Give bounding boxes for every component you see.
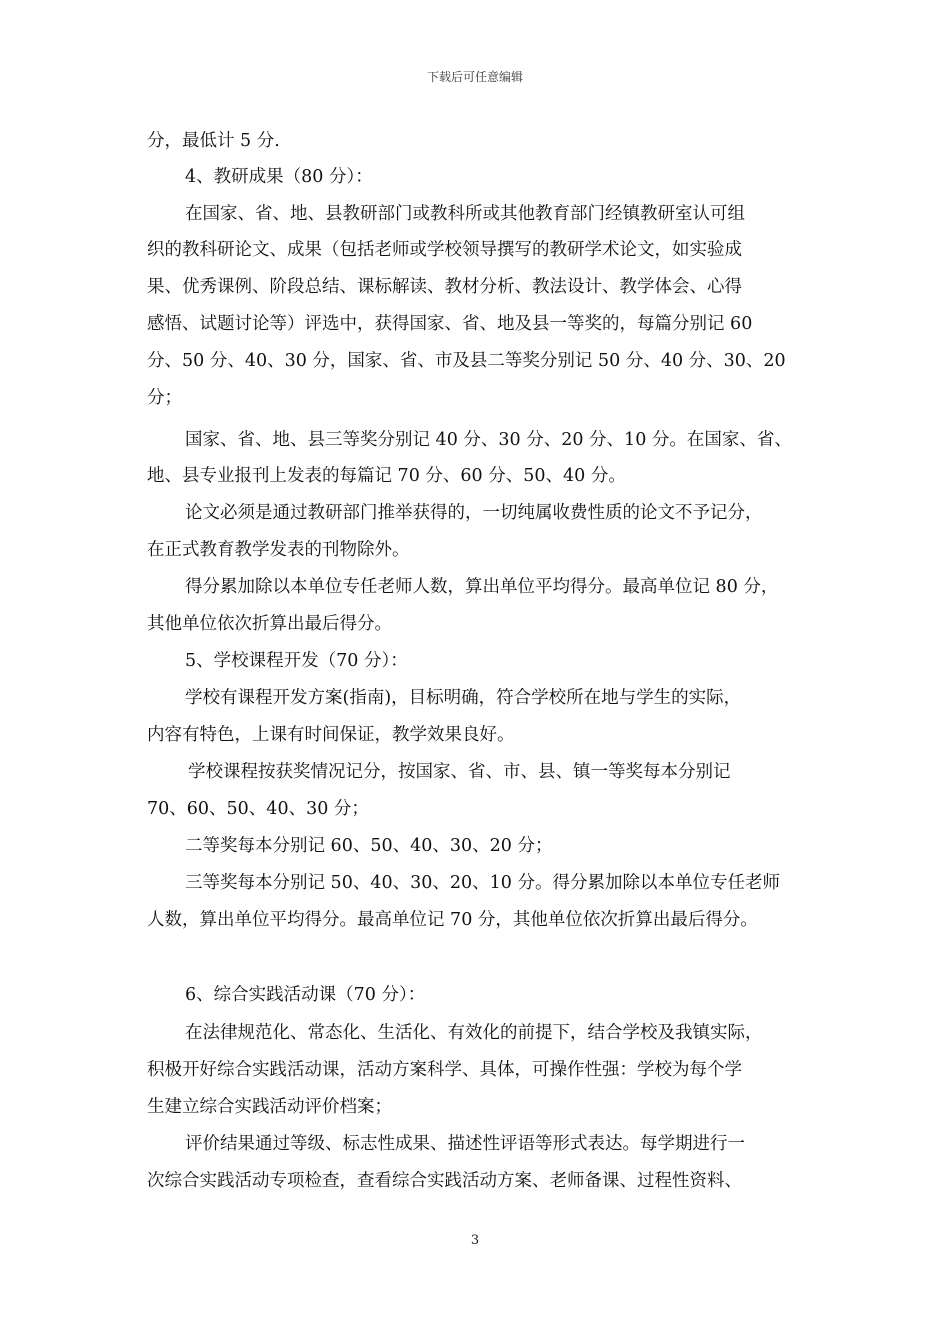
text-line: 5、学校课程开发（70 分）：	[185, 651, 408, 671]
text-line: 人数，算出单位平均得分。最高单位记 70 分，其他单位依次折算出最后得分。	[147, 910, 758, 930]
text-line: 分，最低计 5 分.	[147, 131, 280, 151]
text-line: 分；	[147, 388, 182, 408]
text-line: 次综合实践活动专项检查，查看综合实践活动方案、老师备课、过程性资料、	[147, 1171, 742, 1191]
text-line: 学校有课程开发方案(指南)，目标明确，符合学校所在地与学生的实际，	[185, 688, 742, 708]
text-line: 分、50 分、40、30 分，国家、省、市及县二等奖分别记 50 分、40 分、30、20	[147, 351, 786, 371]
text-line: 在正式教育教学发表的刊物除外。	[147, 540, 410, 560]
text-line: 70、60、50、40、30 分；	[147, 799, 369, 819]
text-line: 6、综合实践活动课（70 分）：	[185, 985, 426, 1005]
text-line: 二等奖每本分别记 60、50、40、30、20 分；	[185, 836, 553, 856]
text-line: 得分累加除以本单位专任老师人数，算出单位平均得分。最高单位记 80 分，	[185, 577, 779, 597]
text-line: 内容有特色，上课有时间保证，教学效果良好。	[147, 725, 515, 745]
text-line: 在法律规范化、常态化、生活化、有效化的前提下，结合学校及我镇实际，	[185, 1023, 763, 1043]
text-line: 果、优秀课例、阶段总结、课标解读、教材分析、教法设计、教学体会、心得	[147, 277, 742, 297]
text-line: 评价结果通过等级、标志性成果、描述性评语等形式表达。每学期进行一	[185, 1134, 745, 1154]
text-line: 三等奖每本分别记 50、40、30、20、10 分。得分累加除以本单位专任老师	[185, 873, 780, 893]
text-line: 织的教科研论文、成果（包括老师或学校领导撰写的教研学术论文，如实验成	[147, 240, 742, 260]
text-line: 学校课程按获奖情况记分，按国家、省、市、县、镇一等奖每本分别记	[188, 762, 731, 782]
page-number: 3	[470, 1233, 480, 1248]
text-line: 生建立综合实践活动评价档案；	[147, 1097, 392, 1117]
text-line: 其他单位依次折算出最后得分。	[147, 614, 392, 634]
page-header: 下载后可任意编辑	[426, 70, 523, 84]
text-line: 在国家、省、地、县教研部门或教科所或其他教育部门经镇教研室认可组	[185, 204, 745, 224]
text-line: 感悟、试题讨论等）评选中，获得国家、省、地及县一等奖的，每篇分别记 60	[147, 314, 753, 334]
text-line: 4、教研成果（80 分）：	[185, 167, 373, 187]
text-line: 地、县专业报刊上发表的每篇记 70 分、60 分、50、40 分。	[147, 466, 626, 486]
text-line: 国家、省、地、县三等奖分别记 40 分、30 分、20 分、10 分。在国家、省、	[185, 430, 792, 450]
text-line: 积极开好综合实践活动课，活动方案科学、具体，可操作性强：学校为每个学	[147, 1060, 742, 1080]
text-line: 论文必须是通过教研部门推举获得的，一切纯属收费性质的论文不予记分，	[185, 503, 763, 523]
